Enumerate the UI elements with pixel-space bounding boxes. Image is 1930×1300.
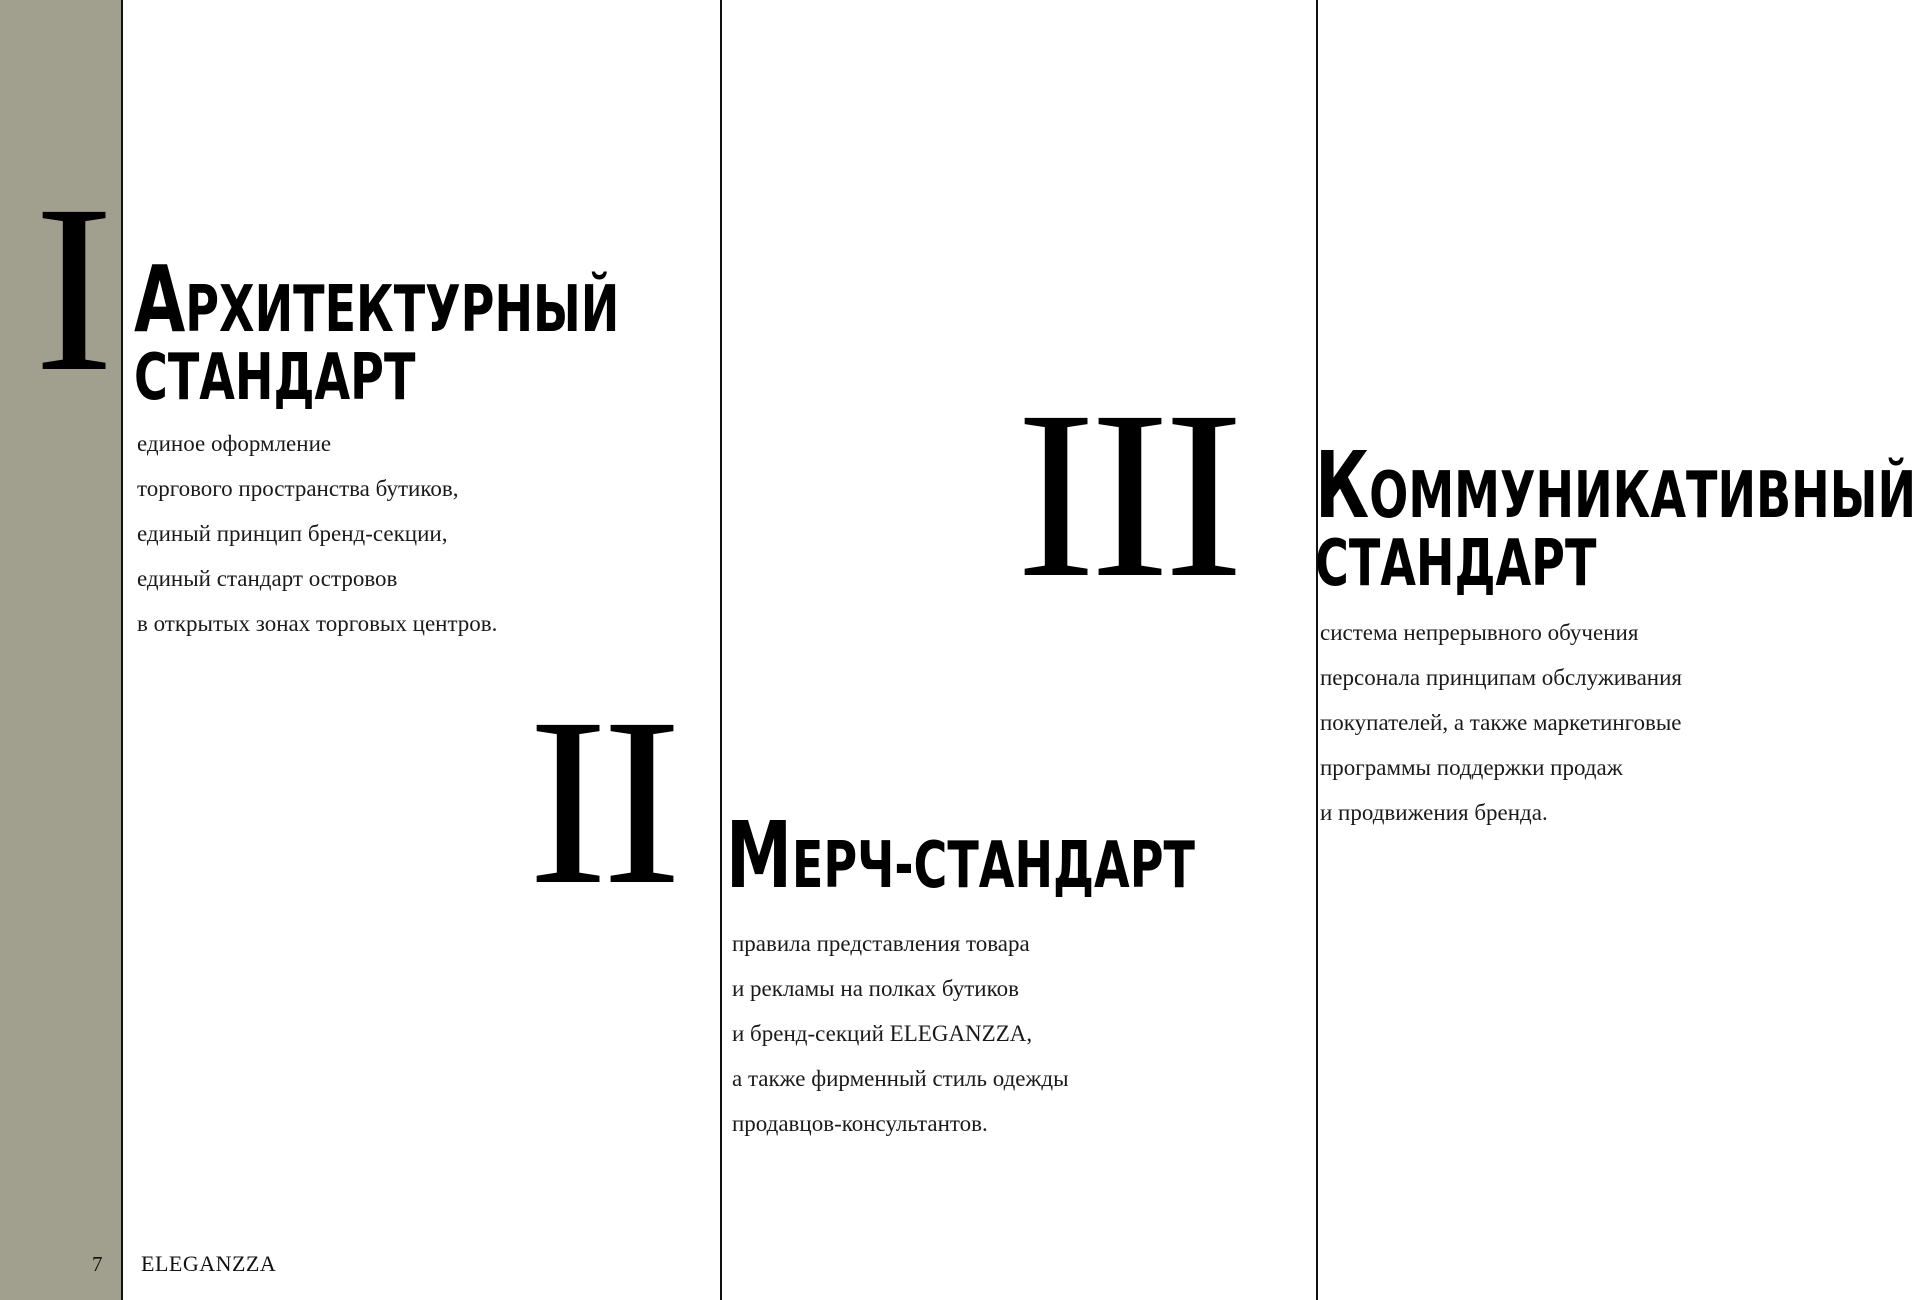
divider-line-3 bbox=[1316, 0, 1318, 1300]
roman-numeral-two: II bbox=[528, 668, 676, 934]
section-description-architectural bbox=[137, 421, 497, 646]
description-line: правила представления товара bbox=[732, 931, 1030, 956]
description-line: система непрерывного обучения bbox=[1320, 620, 1639, 645]
heading-line-two: СТАНДАРТ bbox=[134, 341, 416, 415]
roman-numeral-three: III bbox=[1016, 361, 1238, 627]
section-heading-communication bbox=[1315, 432, 1917, 601]
heading-rest: ОММУНИКАТИВНЫЙ bbox=[1369, 459, 1917, 533]
description-line: продавцов-консультантов. bbox=[732, 1111, 988, 1136]
description-line: единое оформление bbox=[137, 431, 332, 456]
description-line: торгового пространства бутиков, bbox=[137, 476, 459, 501]
brand-name: ELEGANZZA bbox=[141, 1251, 277, 1276]
section-heading-architectural bbox=[134, 246, 620, 415]
section-description-communication bbox=[1320, 610, 1682, 835]
description-line: единый принцип бренд-секции, bbox=[137, 521, 448, 546]
description-line: персонала принципам обслуживания bbox=[1320, 665, 1682, 690]
description-line: а также фирменный стиль одежды bbox=[732, 1066, 1069, 1091]
section-description-merch bbox=[732, 921, 1069, 1146]
page-number: 7 bbox=[92, 1252, 103, 1276]
section-heading-merch bbox=[726, 802, 1195, 909]
heading-initial: М bbox=[726, 802, 792, 909]
description-line: в открытых зонах торговых центров. bbox=[137, 611, 498, 636]
heading-initial: А bbox=[134, 246, 186, 353]
description-line: программы поддержки продаж bbox=[1320, 755, 1623, 780]
description-line: и продвижения бренда. bbox=[1320, 800, 1548, 825]
description-line: единый стандарт островов bbox=[137, 566, 398, 591]
heading-rest: ЕРЧ-СТАНДАРТ bbox=[791, 829, 1195, 903]
heading-initial: К bbox=[1315, 432, 1370, 539]
heading-line-two: СТАНДАРТ bbox=[1315, 527, 1597, 601]
description-line: и бренд-секций ELEGANZZA, bbox=[732, 1021, 1033, 1046]
divider-line-1 bbox=[121, 0, 123, 1300]
description-line: и рекламы на полках бутиков bbox=[732, 976, 1019, 1001]
heading-rest: РХИТЕКТУРНЫЙ bbox=[185, 273, 620, 347]
description-line: покупателей, а также маркетинговые bbox=[1320, 710, 1682, 735]
roman-numeral-one: I bbox=[34, 155, 114, 421]
divider-line-2 bbox=[720, 0, 722, 1300]
